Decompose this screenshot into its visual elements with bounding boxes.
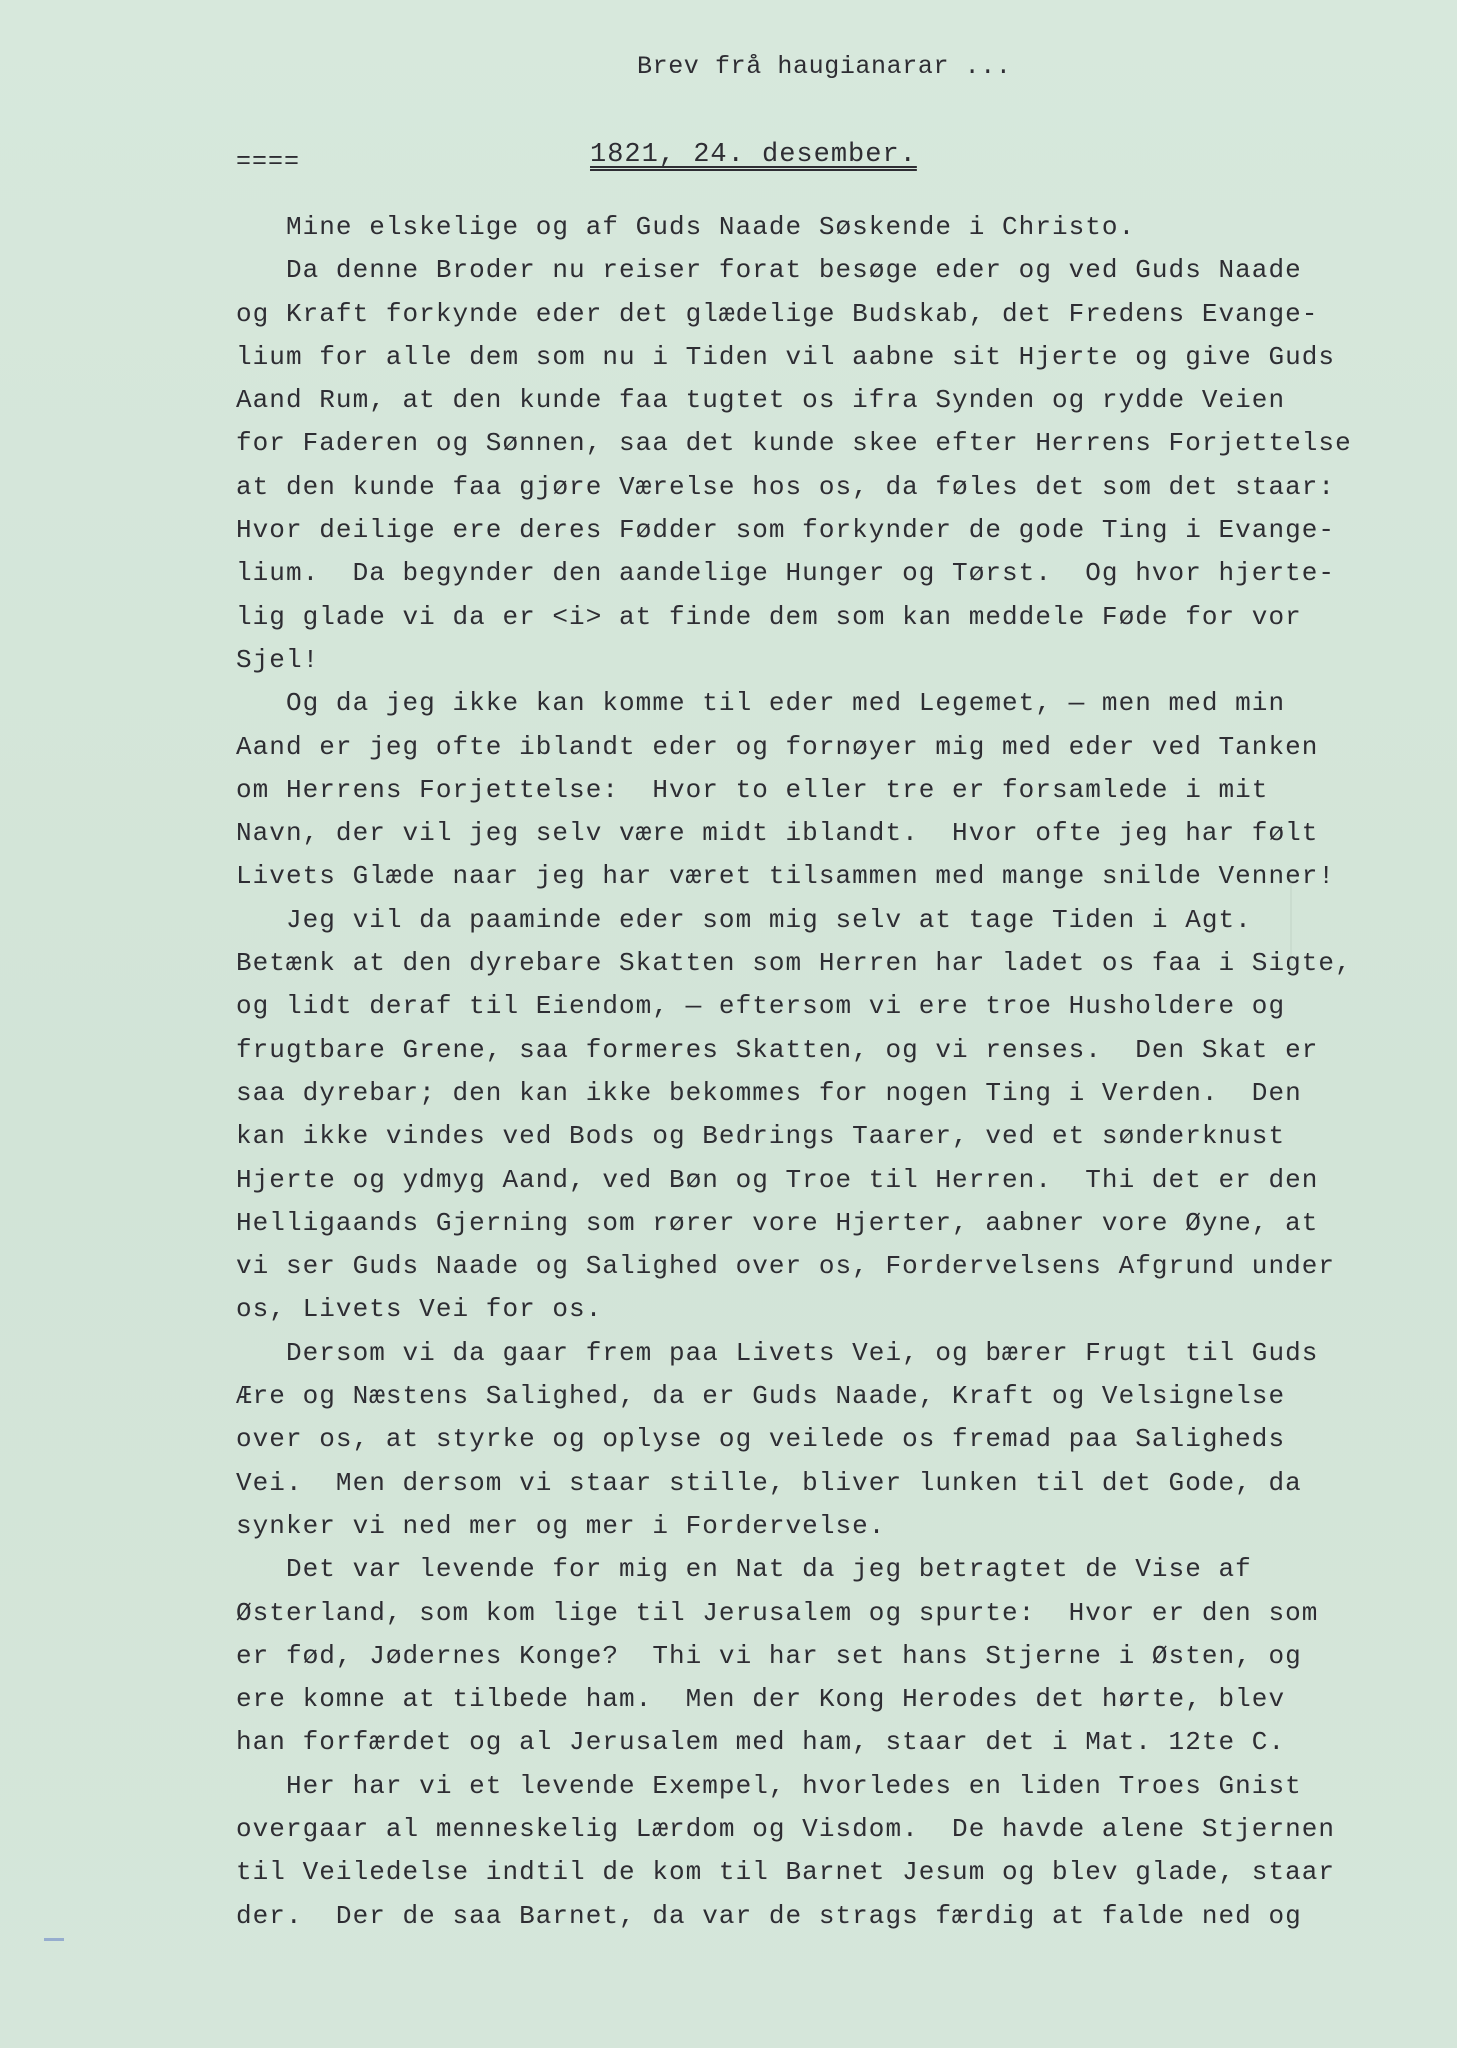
text-line: Ære og Næstens Salighed, da er Guds Naade, Kraft og Velsignelse	[236, 1381, 1286, 1412]
text-line: der. Der de saa Barnet, da var de strags færdig at falde ned og	[236, 1900, 1302, 1931]
text-line: Det var levende for mig en Nat da jeg betragtet de Vise af	[236, 1554, 1252, 1585]
text-line: Dersom vi da gaar frem paa Livets Vei, og bærer Frugt til Guds	[236, 1337, 1319, 1368]
text-line: Helligaands Gjerning som rører vore Hjerter, aabner vore Øyne, at	[236, 1207, 1319, 1238]
text-line: han forfærdet og al Jerusalem med ham, staar det i Mat. 12te C.	[236, 1727, 1286, 1758]
text-line: Hvor deilige ere deres Fødder som forkynder de gode Ting i Evange-	[236, 515, 1336, 546]
text-line: og lidt deraf til Eiendom, — eftersom vi ere troe Husholdere og	[236, 991, 1286, 1022]
text-line: Navn, der vil jeg selv være midt iblandt. Hvor ofte jeg har følt	[236, 818, 1319, 849]
text-line: saa dyrebar; den kan ikke bekommes for nogen Ting i Verden. Den	[236, 1077, 1302, 1108]
text-line: Aand Rum, at den kunde faa tugtet os ifra Synden og rydde Veien	[236, 385, 1286, 416]
text-line: os, Livets Vei for os.	[236, 1294, 603, 1325]
text-line: Mine elskelige og af Guds Naade Søskende i Christo.	[236, 212, 1136, 242]
text-line: overgaar al menneskelig Lærdom og Visdom. De havde alene Stjernen	[236, 1813, 1336, 1844]
bleed-through-shadow	[1290, 880, 1457, 970]
text-line: at den kunde faa gjøre Værelse hos os, da føles det som det staar:	[236, 471, 1336, 502]
text-line: lium. Da begynder den aandelige Hunger og Tørst. Og hvor hjerte-	[236, 558, 1336, 589]
margin-pen-mark	[44, 1938, 64, 1941]
text-line: Vei. Men dersom vi staar stille, bliver lunken til det Gode, da	[236, 1467, 1302, 1498]
section-marker: ====	[236, 147, 301, 176]
text-line: er fød, Jødernes Konge? Thi vi har set hans Stjerne i Østen, og	[236, 1640, 1302, 1671]
letter-date: 1821, 24. desember.	[590, 140, 917, 170]
text-line: Jeg vil da paaminde eder som mig selv at tage Tiden i Agt.	[236, 904, 1252, 935]
text-line: Livets Glæde naar jeg har været tilsammen med mange snilde Venner!	[236, 861, 1336, 892]
text-line: Her har vi et levende Exempel, hvorledes en liden Troes Gnist	[236, 1770, 1302, 1801]
text-line: Hjerte og ydmyg Aand, ved Bøn og Troe til Herren. Thi det er den	[236, 1164, 1319, 1195]
text-line: kan ikke vindes ved Bods og Bedrings Taarer, ved et sønderknust	[236, 1121, 1286, 1152]
text-line: Østerland, som kom lige til Jerusalem og spurte: Hvor er den som	[236, 1597, 1319, 1628]
text-line: lig glade vi da er <i> at finde dem som kan meddele Føde for vor	[236, 601, 1302, 632]
text-line: lium for alle dem som nu i Tiden vil aabne sit Hjerte og give Guds	[236, 341, 1336, 372]
text-line: ere komne at tilbede ham. Men der Kong Herodes det hørte, blev	[236, 1684, 1286, 1715]
text-line: til Veiledelse indtil de kom til Barnet Jesum og blev glade, staar	[236, 1857, 1336, 1888]
text-line: over os, at styrke og oplyse og veilede os fremad paa Saligheds	[236, 1424, 1286, 1455]
text-line: vi ser Guds Naade og Salighed over os, Fordervelsens Afgrund under	[236, 1251, 1336, 1282]
text-line: frugtbare Grene, saa formeres Skatten, og vi renses. Den Skat er	[236, 1034, 1319, 1065]
text-line: om Herrens Forjettelse: Hvor to eller tre er forsamlede i mit	[236, 774, 1269, 805]
text-line: Sjel!	[236, 644, 320, 675]
document-header: Brev frå haugianarar ...	[637, 52, 1012, 81]
text-line: Og da jeg ikke kan komme til eder med Legemet, — men med min	[236, 688, 1286, 719]
letter-body	[236, 206, 1416, 1938]
text-line: Betænk at den dyrebare Skatten som Herren har ladet os faa i Sigte,	[236, 948, 1352, 979]
text-line: og Kraft forkynde eder det glædelige Budskab, det Fredens Evange-	[236, 298, 1319, 329]
text-line: for Faderen og Sønnen, saa det kunde skee efter Herrens Forjettelse	[236, 428, 1352, 459]
text-line: Da denne Broder nu reiser forat besøge eder og ved Guds Naade	[236, 255, 1302, 286]
text-line: Aand er jeg ofte iblandt eder og fornøyer mig med eder ved Tanken	[236, 731, 1319, 762]
text-line: synker vi ned mer og mer i Fordervelse.	[236, 1510, 886, 1541]
